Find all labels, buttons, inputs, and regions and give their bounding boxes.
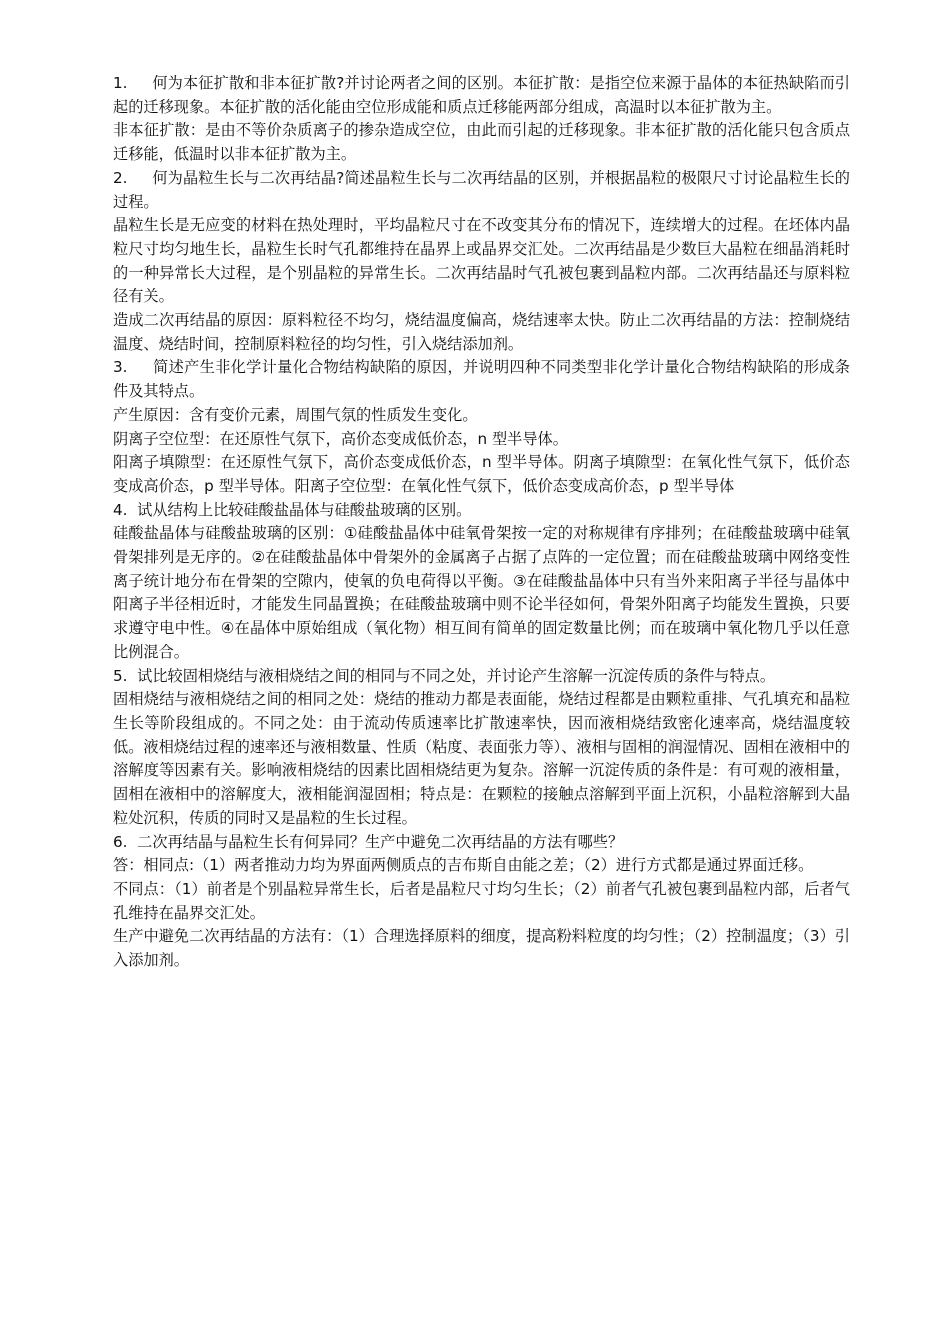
q1-answer: 非本征扩散：是由不等价杂质离子的掺杂造成空位，由此而引起的迁移现象。非本征扩散的活化能只包含质点迁移能，低温时以非本征扩散为主。 <box>113 121 850 164</box>
q3-answer-types: 阳离子填隙型：在还原性气氛下，高价态变成低价态，n 型半导体。阴离子填隙型：在氧化性气氛下，低价态变成高价态，p 型半导体。阳离子空位型：在氧化性气氛下，低价态变成高价态，p 型半导体 <box>113 453 850 495</box>
q6-answer-difference: 不同点：（1）前者是个别晶粒异常生长，后者是晶粒尺寸均匀生长；（2）前者气孔被包裹到晶粒内部，后者气孔维持在晶界交汇处。 <box>113 879 850 922</box>
q3-answer-anion-vacancy: 阴离子空位型：在还原性气氛下，高价态变成低价态，n 型半导体。 <box>113 429 568 448</box>
q6-answer-methods: 生产中避免二次再结晶的方法有：（1）合理选择原料的细度，提高粉料粒度的均匀性；（2）控制温度；（3）引入添加剂。 <box>113 927 850 970</box>
q6-question: 6. 二次再结晶与晶粒生长有何异同？生产中避免二次再结晶的方法有哪些？ <box>113 832 624 851</box>
q4-question: 4. 试从结构上比较硅酸盐晶体与硅酸盐玻璃的区别。 <box>113 500 472 519</box>
q5-question: 5. 试比较固相烧结与液相烧结之间的相同与不同之处，并讨论产生溶解一沉淀传质的条件与特点。 <box>113 666 776 685</box>
q4-answer: 硅酸盐晶体与硅酸盐玻璃的区别：①硅酸盐晶体中硅氧骨架按一定的对称规律有序排列；在硅酸盐玻璃中硅氧骨架排列是无序的。②在硅酸盐晶体中骨架外的金属离子占据了点阵的一定位置；而在硅酸盐玻璃中网络变性离子统计地分布在骨架的空隙内，使氧的负电荷得以平衡。③在硅酸盐晶体中只有当外来阳离子半径与晶体中阳离子半径相近时，才能发生同晶置换；在硅酸盐玻璃中则不论半径如何，骨架外阳离子均能发生置换，只要求遵守电中性。④在晶体中原始组成（氧化物）相互间有简单的固定数量比例；而在玻璃中氧化物几乎以任意比例混合。 <box>113 524 850 661</box>
q2-answer: 晶粒生长是无应变的材料在热处理时，平均晶粒尺寸在不改变其分布的情况下，连续增大的过程。在坯体内晶粒尺寸均匀地生长，晶粒生长时气孔都维持在晶界上或晶界交汇处。二次再结晶是少数巨大晶粒在细晶消耗时的一种异常长大过程，是个别晶粒的异常生长。二次再结晶时气孔被包裹到晶粒内部。二次再结晶还与原料粒径有关。 <box>113 216 850 306</box>
q2-question: 2. 何为晶粒生长与二次再结晶?简述晶粒生长与二次再结晶的区别，并根据晶粒的极限尺寸讨论晶粒生长的过程。 <box>113 168 850 211</box>
q2-answer-cont: 造成二次再结晶的原因：原料粒径不均匀，烧结温度偏高，烧结速率太快。防止二次再结晶的方法：控制烧结温度、烧结时间，控制原料粒径的均匀性，引入烧结添加剂。 <box>113 311 850 353</box>
q3-question: 3. 简述产生非化学计量化合物结构缺陷的原因，并说明四种不同类型非化学计量化合物结构缺陷的形成条件及其特点。 <box>113 358 850 401</box>
q6-answer-similarity: 答：相同点:（1）两者推动力均为界面两侧质点的吉布斯自由能之差；（2）进行方式都是通过界面迁移。 <box>113 856 814 875</box>
document-body <box>113 72 850 973</box>
q3-answer-cause: 产生原因：含有变价元素，周围气氛的性质发生变化。 <box>113 405 478 424</box>
q1-question: 1. 何为本征扩散和非本征扩散?并讨论两者之间的区别。本征扩散：是指空位来源于晶体的本征热缺陷而引起的迁移现象。本征扩散的活化能由空位形成能和质点迁移能两部分组成，高温时以本征扩散为主。 <box>113 74 850 116</box>
q5-answer: 固相烧结与液相烧结之间的相同之处：烧结的推动力都是表面能，烧结过程都是由颗粒重排、气孔填充和晶粒生长等阶段组成的。不同之处：由于流动传质速率比扩散速率快，因而液相烧结致密化速率高，烧结温度较低。液相烧结过程的速率还与液相数量、性质（粘度、表面张力等）、液相与固相的润湿情况、固相在液相中的溶解度等因素有关。影响液相烧结的因素比固相烧结更为复杂。溶解一沉淀传质的条件是：有可观的液相量，固相在液相中的溶解度大，液相能润湿固相；特点是：在颗粒的接触点溶解到平面上沉积，小晶粒溶解到大晶粒处沉积，传质的同时又是晶粒的生长过程。 <box>113 690 850 827</box>
